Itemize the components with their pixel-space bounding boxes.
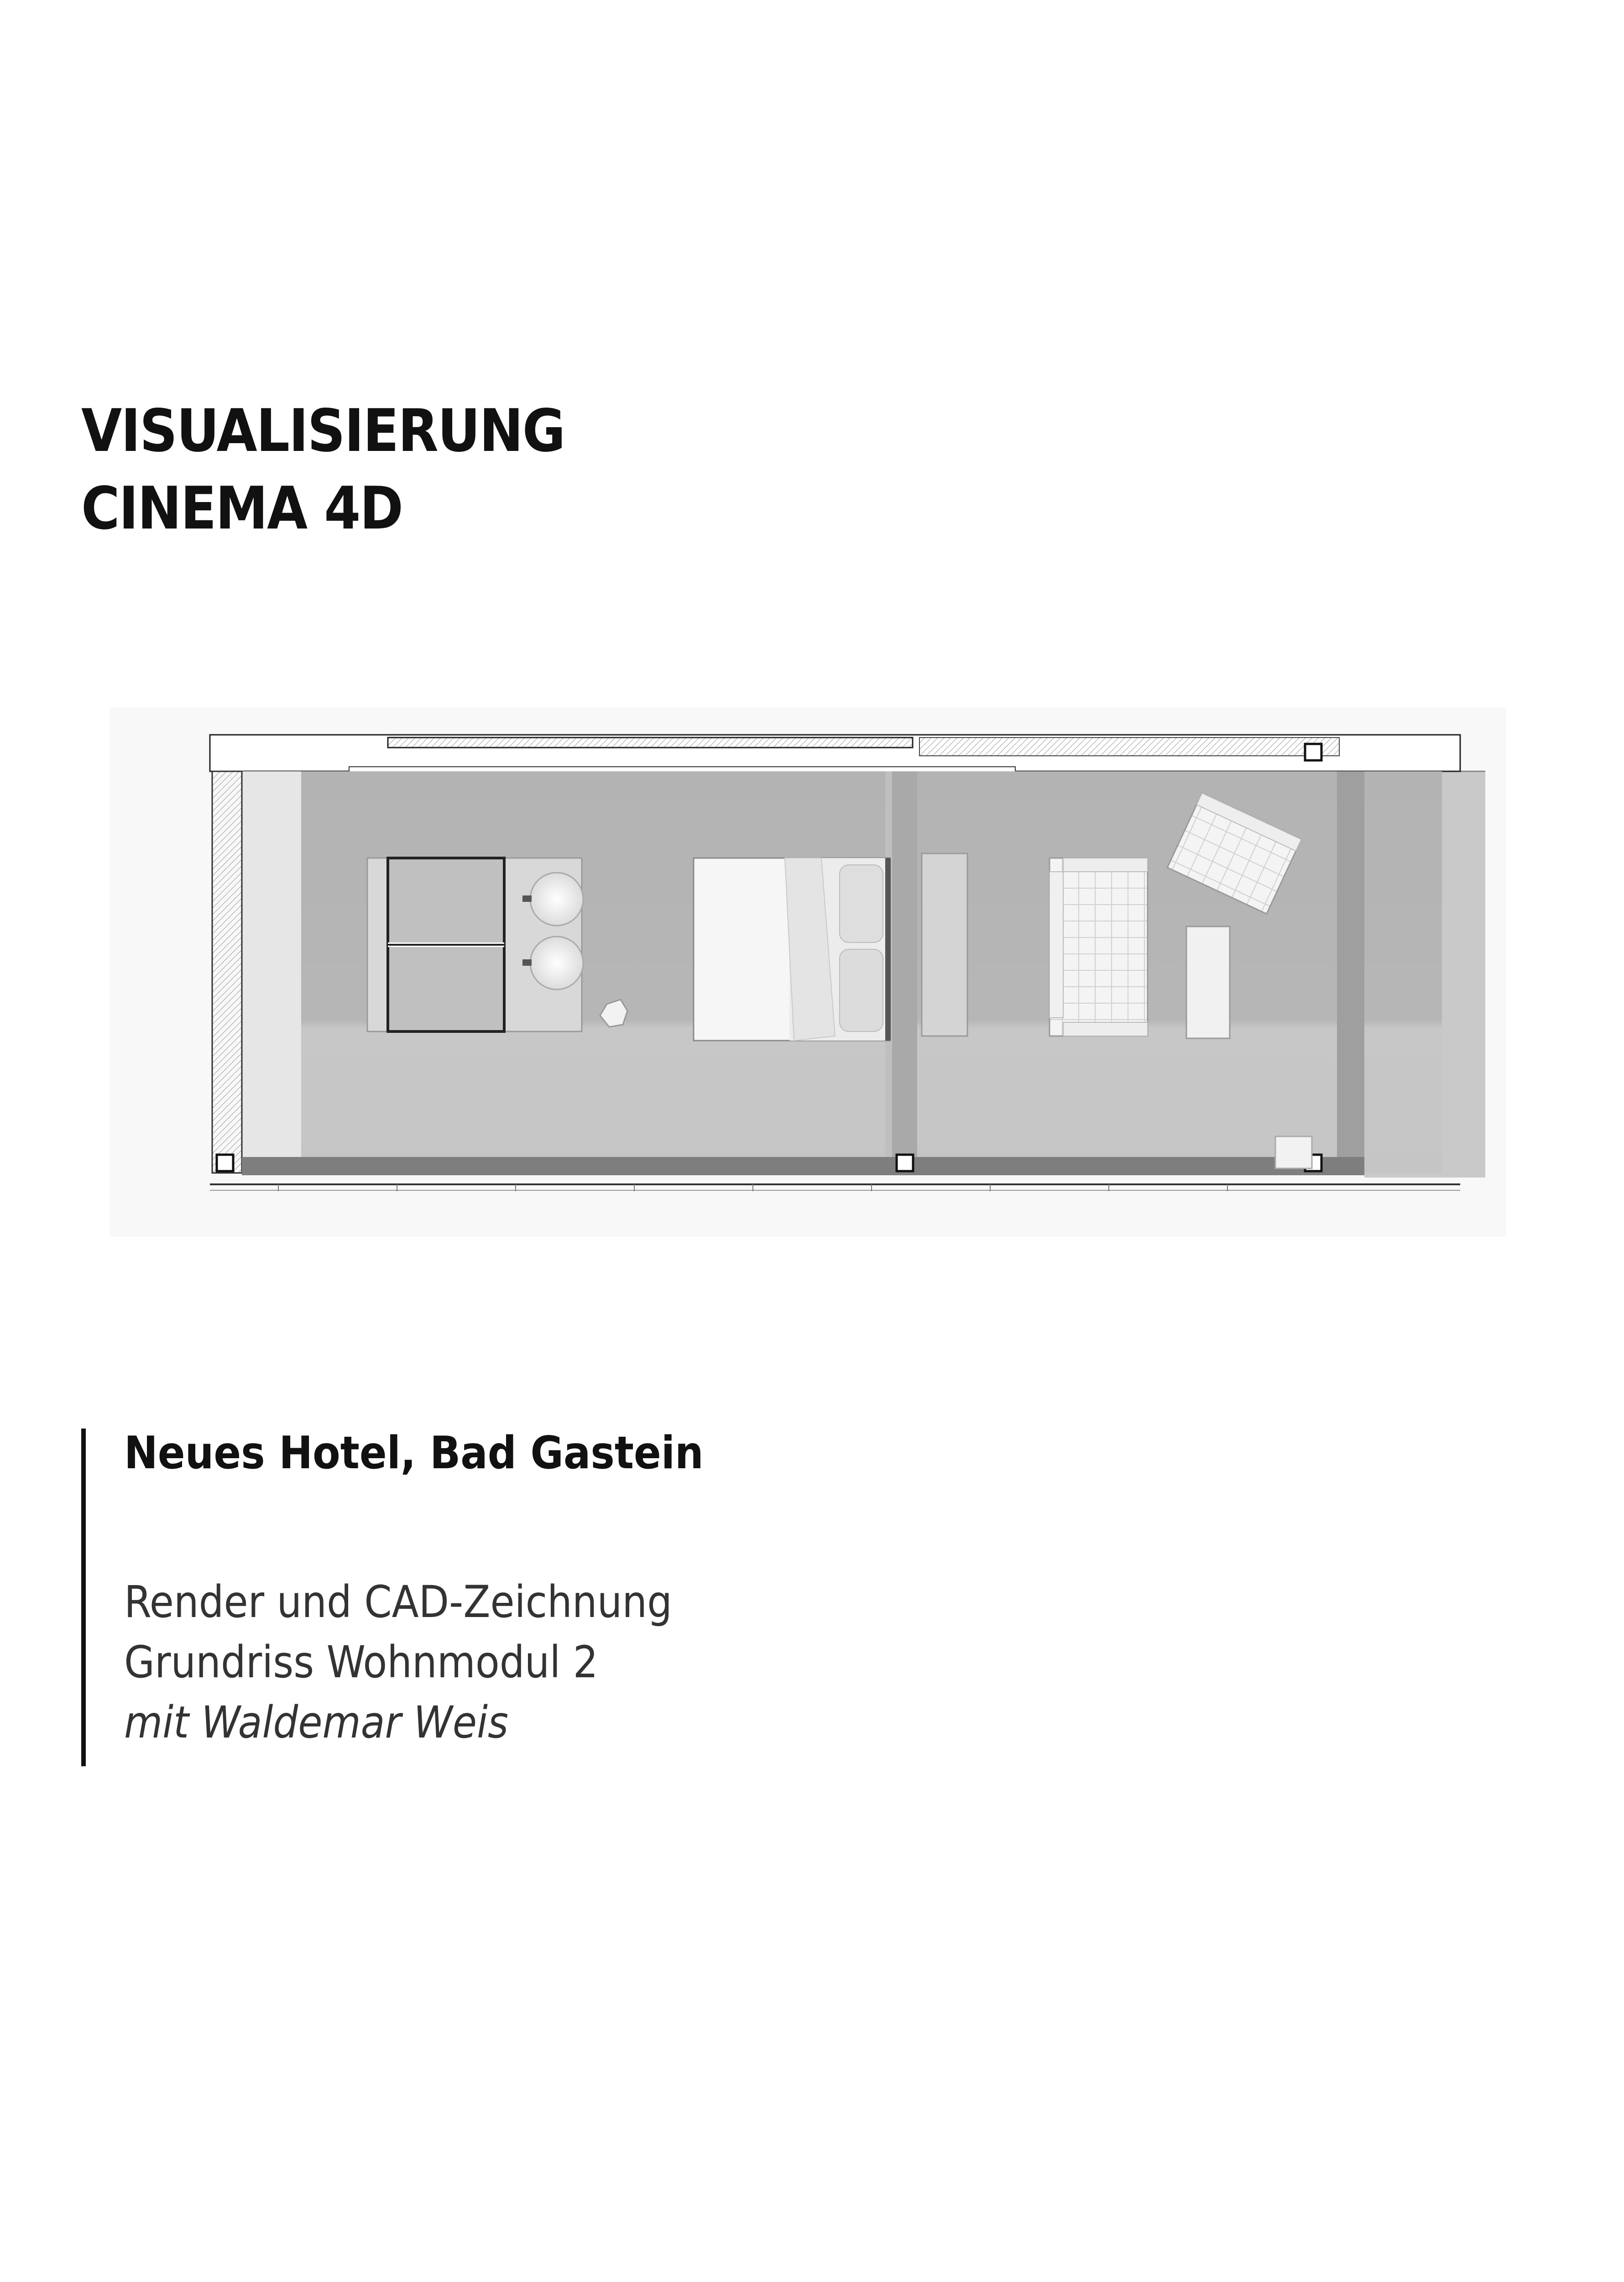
cube [1275,1136,1312,1168]
sideboard [922,853,967,1036]
description-line-3: mit Waldemar Weis [124,1697,509,1748]
description-line-2: Grundriss Wohnmodul 2 [124,1637,598,1688]
basin-bottom [530,937,583,989]
title-line-1: VISUALISIERUNG [81,397,565,465]
partition-wall [892,771,917,1173]
page-title [81,393,564,548]
project-description [124,1572,704,1753]
project-info-block [81,1429,704,1766]
floor-plan-render [110,707,1506,1237]
pillow-top [840,865,883,942]
project-name: Neues Hotel, Bad Gastein [124,1427,704,1479]
title-line-2: CINEMA 4D [81,475,402,543]
bench [1186,926,1230,1038]
description-line-1: Render und CAD-Zeichnung [124,1576,672,1628]
pillow-bottom [840,949,883,1031]
basin-top [530,873,583,926]
sofa [1050,858,1148,1036]
